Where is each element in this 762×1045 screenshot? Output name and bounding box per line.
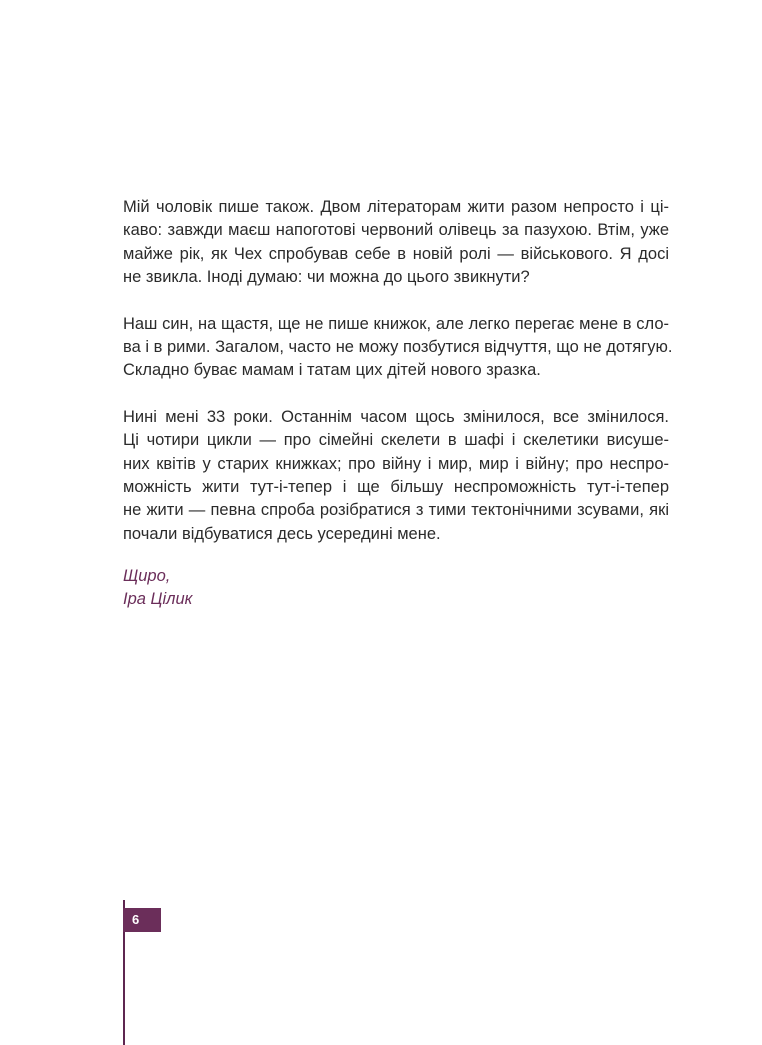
text-line: Складно буває мамам і татам цих дітей нового зразка. bbox=[123, 361, 541, 380]
signature-closing: Щиро, bbox=[123, 567, 171, 585]
text-line: Наш син, на щастя, ще не пише книжок, але легко перегає мене в сло- bbox=[123, 314, 669, 333]
text-line: не жити — певна спроба розібратися з тими тектонічними зсувами, які bbox=[123, 501, 669, 520]
text-line: них квітів у старих книжках; про війну і мир, мир і війну; про неспро- bbox=[123, 454, 669, 473]
paragraph-1 bbox=[123, 196, 669, 290]
paragraph-3 bbox=[123, 406, 669, 546]
text-line: не звикла. Іноді думаю: чи можна до цього звикнути? bbox=[123, 268, 530, 287]
text-line: Ці чотири цикли — про сімейні скелети в шафі і скелетики висуше- bbox=[123, 431, 669, 450]
paragraph-2 bbox=[123, 313, 673, 383]
text-line: Нині мені 33 роки. Останнім часом щось змінилося, все змінилося. bbox=[123, 407, 669, 426]
body-text bbox=[123, 196, 673, 569]
signature-author: Іра Цілик bbox=[123, 590, 193, 609]
page-number-badge bbox=[123, 908, 161, 932]
signature bbox=[123, 565, 192, 612]
text-line: ва і в рими. Загалом, часто не можу позбутися відчуття, що не дотягую. bbox=[123, 338, 673, 357]
text-line: можність жити тут-і-тепер і ще більшу неспроможність тут-і-тепер bbox=[123, 478, 669, 497]
text-line: почали відбуватися десь усередині мене. bbox=[123, 524, 441, 543]
text-line: каво: завжди маєш напоготові червоний олівець за пазухою. Втім, уже bbox=[123, 221, 669, 240]
text-line: Мій чоловік пише також. Двом літераторам жити разом непросто і ці- bbox=[123, 198, 669, 216]
text-line: майже рік, як Чех спробував себе в новій ролі — військового. Я досі bbox=[123, 244, 669, 263]
page-number: 6 bbox=[132, 912, 140, 927]
